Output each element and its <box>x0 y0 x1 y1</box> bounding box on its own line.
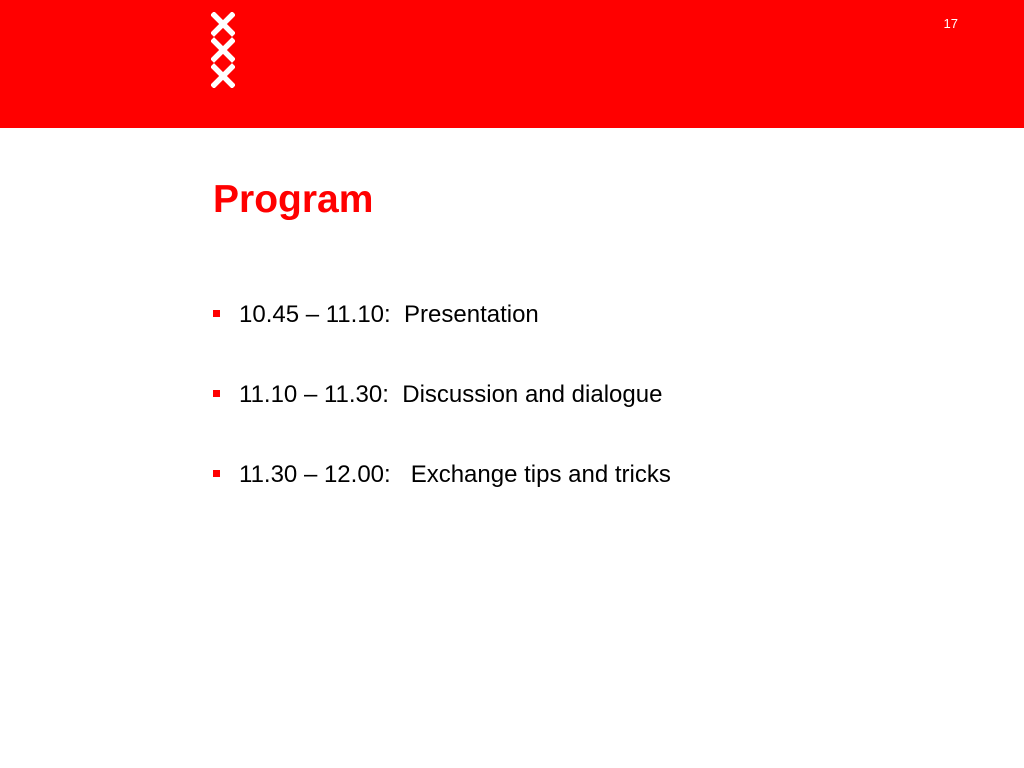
agenda-item <box>213 298 671 378</box>
square-bullet-icon <box>213 310 220 317</box>
slide-number: 17 <box>943 16 958 31</box>
amsterdam-three-crosses-icon <box>211 12 235 88</box>
agenda-item-label: 11.30 – 12.00: Exchange tips and tricks <box>239 461 671 488</box>
square-bullet-icon <box>213 470 220 477</box>
agenda-item-label: 11.10 – 11.30: Discussion and dialogue <box>239 381 663 408</box>
slide-title: Program <box>213 178 374 221</box>
agenda-list <box>213 298 671 538</box>
agenda-item-label: 10.45 – 11.10: Presentation <box>239 301 539 328</box>
square-bullet-icon <box>213 390 220 397</box>
agenda-item <box>213 458 671 538</box>
header-band <box>0 0 1024 128</box>
agenda-item <box>213 378 671 458</box>
